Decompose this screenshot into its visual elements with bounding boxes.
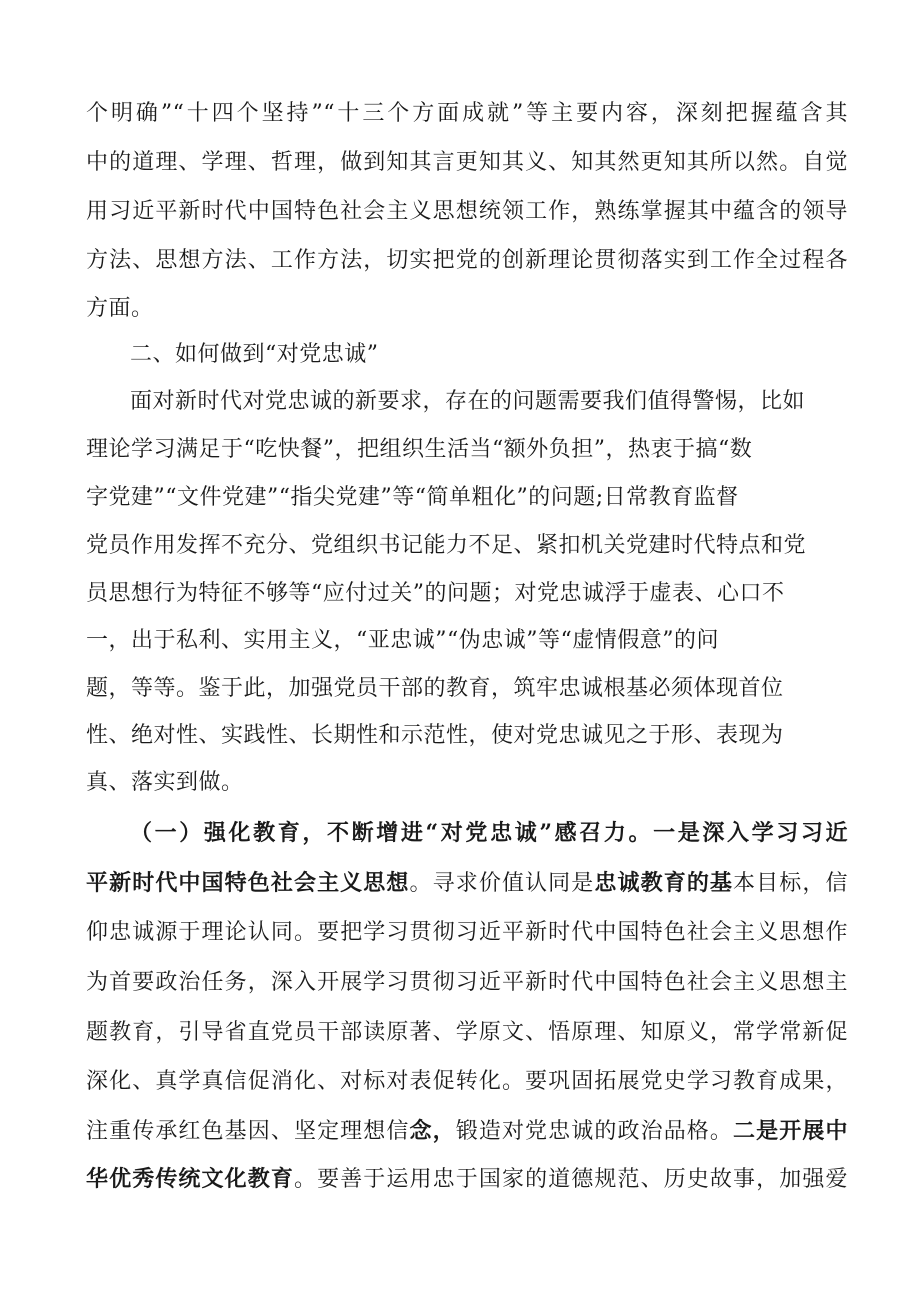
paragraph-line: 理论学习满足于“吃快餐”，把组织生活当“额外负担”，热衷于搞“数	[86, 437, 753, 462]
paragraph-line: 一，出于私利、实用主义，“亚忠诚”“伪忠诚”等“虚情假意”的问	[86, 628, 719, 653]
paragraph-line: 员思想行为特征不够等“应付过关”的问题；对党忠诚浮于虚表、心口不	[86, 581, 785, 606]
paragraph-line: 字党建”“文件党建”“指尖党建”等“简单粗化”的问题;日常教育监督	[86, 485, 739, 510]
subsection-title: （一）强化教育，不断增进“对党忠诚”感召力。一是深入学习习近	[130, 820, 848, 846]
paragraph-line	[86, 1154, 848, 1204]
paragraph-line: 面对新时代对党忠诚的新要求，存在的问题需要我们值得警惕，比如	[130, 389, 806, 414]
paragraph-line: 性、绝对性、实践性、长期性和示范性，使对党忠诚见之于形、表现为	[86, 723, 784, 748]
subsection-heading-line	[130, 808, 848, 858]
paragraph-line: 党员作用发挥不充分、党组织书记能力不足、紧扣机关党建时代特点和党	[86, 533, 807, 558]
paragraph-line: 中的道理、学理、哲理，做到知其言更知其义、知其然更知其所以然。自觉	[86, 150, 848, 175]
paragraph-line: 方面。	[86, 296, 154, 321]
bold-phrase: 念，	[409, 1118, 456, 1144]
paragraph-line: 方法、思想方法、工作方法，切实把党的创新理论贯彻落实到工作全过程各	[86, 248, 848, 273]
text-run: 。寻求价值认同是	[409, 871, 595, 896]
paragraph-line: 题，等等。鉴于此，加强党员干部的教育，筑牢忠诚根基必须体现首位	[86, 676, 784, 701]
text-run: 注重传承红色基因、坚定理想信	[86, 1119, 410, 1144]
paragraph-line	[86, 1106, 848, 1156]
paragraph-line	[86, 858, 848, 908]
section-heading: 二、如何做到“对党忠诚”	[130, 342, 379, 367]
text-run: 锻造对党忠诚的政治品格。	[455, 1119, 734, 1144]
bold-phrase: 华优秀传统文化教育	[86, 1166, 294, 1192]
paragraph-line: 真、落实到做。	[86, 770, 244, 795]
bold-phrase: 忠诚教育的基	[594, 870, 734, 896]
paragraph-line: 仰忠诚源于理论认同。要把学习贯彻习近平新时代中国特色社会主义思想作	[86, 920, 848, 945]
bold-phrase: 平新时代中国特色社会主义思想	[86, 870, 410, 896]
text-run: 。要善于运用忠于国家的道德规范、历史故事，加强爱	[293, 1167, 848, 1192]
paragraph-line: 题教育，引导省直党员干部读原著、学原文、悟原理、知原义，常学常新促	[86, 1020, 848, 1045]
bold-phrase: 二是开展中	[733, 1118, 848, 1144]
paragraph-line: 深化、真学真信促消化、对标对表促转化。要巩固拓展党史学习教育成果，	[86, 1069, 848, 1094]
paragraph-line: 用习近平新时代中国特色社会主义思想统领工作，熟练掌握其中蕴含的领导	[86, 199, 848, 224]
paragraph-line: 为首要政治任务，深入开展学习贯彻习近平新时代中国特色社会主义思想主	[86, 970, 848, 995]
paragraph-line: 个明确”“十四个坚持”“十三个方面成就”等主要内容，深刻把握蕴含其	[86, 101, 848, 126]
text-run: 本目标，信	[733, 871, 848, 896]
